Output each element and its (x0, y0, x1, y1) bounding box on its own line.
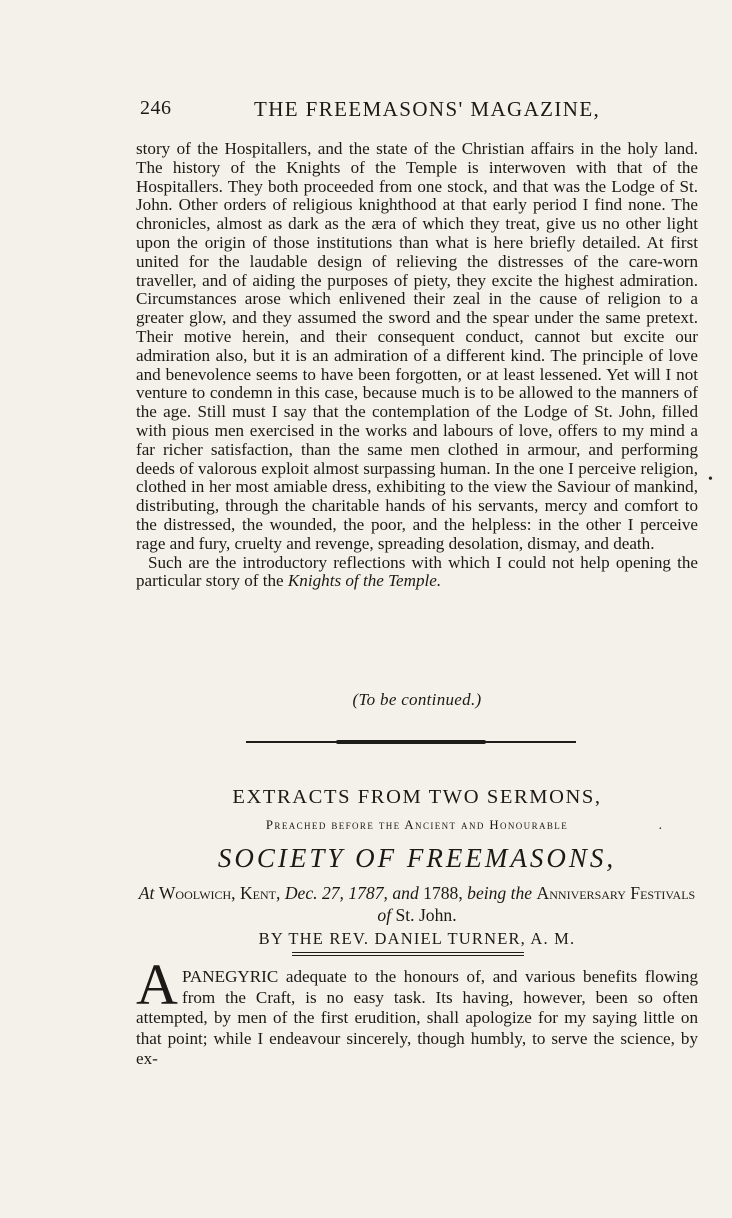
date-and: and (392, 883, 419, 903)
running-title: THE FREEMASONS' MAGAZINE, (254, 97, 601, 121)
date-second: 1788, (423, 883, 463, 903)
date-first: Dec. 27, 1787, (284, 883, 388, 903)
drop-cap-space (136, 967, 182, 1007)
sermon-title: EXTRACTS FROM TWO SERMONS, (232, 786, 602, 808)
society-title: SOCIETY OF FREEMASONS, (217, 843, 617, 873)
author-divider-rule (292, 952, 524, 953)
closing-italic-title: Knights of the Temple. (287, 571, 442, 591)
page-number: 246 (140, 97, 172, 119)
of-word: of (377, 905, 392, 925)
closing-text: Such are the introductory reflections with which I could not help opening the particular story of the (136, 552, 698, 591)
drop-cap: A (136, 952, 178, 1017)
sermon-opening-paragraph (136, 967, 698, 1070)
st-john: St. John. (395, 905, 457, 925)
section-divider-rule (246, 741, 576, 743)
sermon-place-date (136, 882, 698, 926)
being-the: being the (467, 883, 533, 903)
margin-dot: • (708, 472, 713, 487)
sermon-preached-line: Preached before the Ancient and Honourable (265, 818, 569, 832)
festivals: Anniversary Festivals (536, 883, 696, 903)
place-name: Woolwich, Kent, (158, 883, 281, 903)
opening-text: PANEGYRIC adequate to the honours of, and various benefits flowing from the Craft, is no easy task. Its having, however, been so often attempted, by men of the first erudition, shall apologize for my saying little on that point; while I endeavour sincerely, though humbly, to serve the science, by ex- (136, 967, 698, 1068)
body-paragraph: story of the Hospitallers, and the state of the Christian affairs in the holy land. The history of the Knights of the Temple is interwoven with that of the Hospitallers. They both proceeded from one stock, and that was the Lodge of St. John. Other orders of religious knighthood at that early period I find none. The chronicles, almost as dark as the æra of which they treat, give us no other light upon the origin of those institutions than what is here briefly detailed. At first united for the laudable design of relieving the distresses of the care-worn traveller, and of aiding the purposes of piety, they excite the highest admiration. Circumstances arose which enlivened their zeal in the cause of religion to a greater glow, and they assumed the sword and the spear under the same pretext. Their motive herein, and their consequent conduct, cannot but excite our admiration also, but it is an admiration of a different kind. The principle of love and benevolence seems to have been forgotten, or at least lessened. Yet will I not venture to condemn in this case, because much is to be allowed to the manners of the age. Still must I say that the contemplation of the Lodge of St. John, filled with pious men exercised in the works and labours of love, offers to my mind a far richer satisfaction, than the same men clothed in armour, and performing deeds of valorous exploit almost surpassing human. In the one I perceive religion, clothed in her most amiable dress, exhibiting to the view the Saviour of mankind, distributing, through the charitable hands of his servants, mercy and comfort to the distressed, the wounded, the poor, and the helpless: in the other I perceive rage and fury, cruelty and revenge, spreading desolation, dismay, and death. (136, 139, 698, 553)
body-paragraph-closing (136, 554, 698, 592)
sermon-author: BY THE REV. DANIEL TURNER, A. M. (258, 929, 576, 948)
to-be-continued-note: (To be continued.) (352, 690, 482, 709)
article-body (136, 140, 698, 591)
place-at: At (138, 883, 155, 903)
page-header (136, 97, 716, 127)
margin-dot: · (658, 822, 663, 837)
